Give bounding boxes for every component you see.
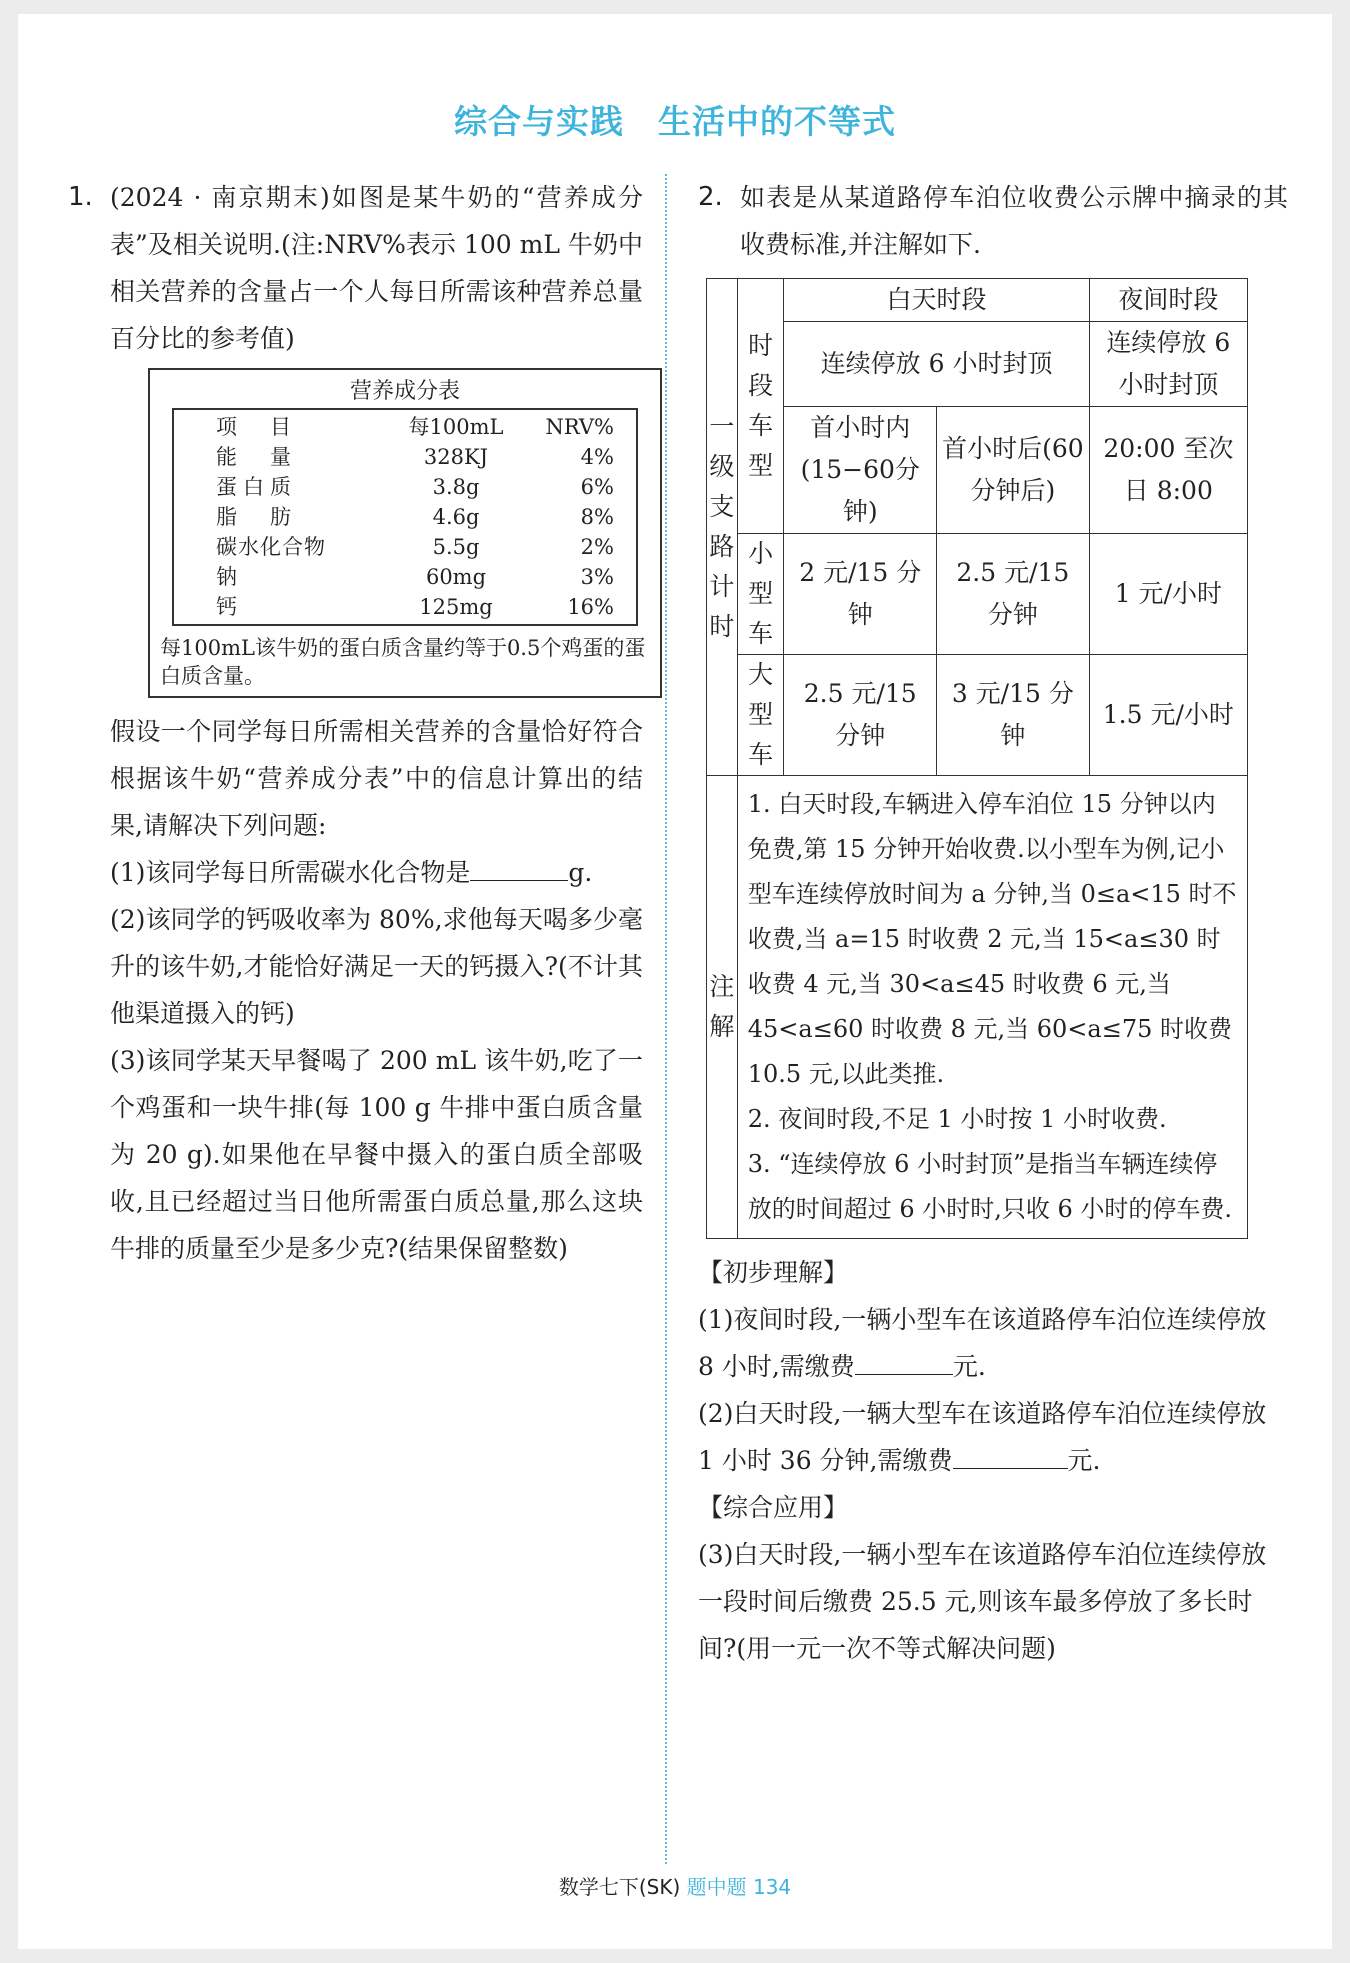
day-cap-rule: 连续停放 6 小时封顶 <box>784 322 1089 407</box>
column-divider <box>665 174 667 1864</box>
nutrient-amount: 5.5g <box>432 535 480 559</box>
fee-note-2: 2. 夜间时段,不足 1 小时按 1 小时收费. <box>747 1105 1167 1133</box>
question-1-stem: (2024 · 南京期末)如图是某牛奶的“营养成分表”及相关说明.(注:NRV%表示 100 mL 牛奶中相关营养的含量占一个人每日所需该种营养总量百分比的参考值) <box>110 183 643 353</box>
section-preliminary: 【初步理解】 <box>698 1258 849 1287</box>
nutrition-header-item: 项 目 <box>216 415 297 439</box>
part-1-text: (1)夜间时段,一辆小型车在该道路停车泊位连续停放 8 小时,需缴费 <box>698 1305 1267 1381</box>
fee-note-1: 1. 白天时段,车辆进入停车泊位 15 分钟以内免费,第 15 分钟开始收费.以小型车为例,记小型车连续停放时间为 a 分钟,当 0≤a<15 时不收费,当 a=15 时收费 2 元,当 15<a≤30 时收费 4 元,当 30<a≤45 时收费 6 元,当 45<a≤60 时收费 8 元,当 60<a≤75 时收费 10.5 元,以此类推. <box>747 790 1237 1088</box>
nutrition-header-row <box>180 412 630 442</box>
nutrition-table-title: 营养成分表 <box>349 379 460 404</box>
section-label: 题中题 <box>686 1875 747 1899</box>
nutrient-amount: 328KJ <box>423 445 489 469</box>
nutrient-nrv: 4% <box>580 445 614 469</box>
nutrient-nrv: 6% <box>580 475 614 499</box>
night-cap-rule: 连续停放 6 小时封顶 <box>1089 322 1247 407</box>
nutrient-amount: 60mg <box>425 565 487 589</box>
fee-notes <box>737 776 1247 1239</box>
nutrient-nrv: 2% <box>580 535 614 559</box>
time-type-label: 时段车型 <box>737 279 784 534</box>
small-car-night-fee: 1 元/小时 <box>1089 534 1247 655</box>
page-title: 综合与实践 生活中的不等式 <box>454 102 896 141</box>
nutrient-amount: 3.8g <box>432 475 480 499</box>
nutrient-nrv: 3% <box>580 565 614 589</box>
nutrient-amount: 4.6g <box>432 505 480 529</box>
nutrient-name: 钠 <box>216 565 243 589</box>
nutrient-nrv: 16% <box>567 595 614 619</box>
question-2-part-1 <box>698 1296 1288 1390</box>
nutrient-name: 碳水化合物 <box>216 535 326 559</box>
question-1-part-2: (2)该同学的钙吸收率为 80%,求他每天喝多少毫升的该牛奶,才能恰好满足一天的钙摄入?(不计其他渠道摄入的钙) <box>110 905 643 1028</box>
nutrition-table <box>172 408 638 626</box>
nutrient-name: 脂 肪 <box>216 505 297 529</box>
question-2-stem: 如表是从某道路停车泊位收费公示牌中摘录的其收费标准,并注解如下. <box>740 183 1288 259</box>
nutrition-row <box>180 442 630 472</box>
worksheet-page <box>18 14 1332 1949</box>
nutrient-nrv: 8% <box>580 505 614 529</box>
answer-blank[interactable] <box>855 1348 953 1375</box>
large-car-after-hour-fee: 3 元/15 分钟 <box>937 655 1090 776</box>
parking-fee-table <box>706 278 1248 1239</box>
page-number: 134 <box>752 1875 792 1899</box>
nutrient-name: 蛋白质 <box>216 475 297 499</box>
notes-label: 注解 <box>707 776 738 1239</box>
question-2 <box>698 174 1288 1672</box>
part-1-unit: 元. <box>952 1352 986 1381</box>
fee-note-3: 3. “连续停放 6 小时封顶”是指当车辆连续停放的时间超过 6 小时时,只收 6 小时的停车费. <box>747 1150 1233 1223</box>
nutrition-row <box>180 472 630 502</box>
question-1-intro: 假设一个同学每日所需相关营养的含量恰好符合根据该牛奶“营养成分表”中的信息计算出的结果,请解决下列问题: <box>110 717 643 840</box>
section-application: 【综合应用】 <box>698 1493 849 1522</box>
day-period-header: 白天时段 <box>784 279 1089 322</box>
nutrition-header-nrv: NRV% <box>545 415 614 439</box>
small-car-first-hour-fee: 2 元/15 分钟 <box>784 534 937 655</box>
large-car-label: 大型车 <box>737 655 784 776</box>
question-1-number: 1. <box>68 182 93 212</box>
question-1-part-3: (3)该同学某天早餐喝了 200 mL 该牛奶,吃了一个鸡蛋和一块牛排(每 100 g 牛排中蛋白质含量为 20 g).如果他在早餐中摄入的蛋白质全部吸收,且已经超过当日他所需蛋白质总量,那么这块牛排的质量至少是多少克?(结果保留整数) <box>110 1046 643 1263</box>
question-2-number: 2. <box>698 182 723 212</box>
page-footer <box>18 1871 1332 1900</box>
nutrition-row <box>180 502 630 532</box>
nutrition-row <box>180 532 630 562</box>
nutrition-row <box>180 592 630 622</box>
question-1-part-1 <box>110 849 643 896</box>
nutrient-amount: 125mg <box>419 595 493 619</box>
part-1-unit: g. <box>568 858 593 887</box>
nutrition-row <box>180 562 630 592</box>
large-car-night-fee: 1.5 元/小时 <box>1089 655 1247 776</box>
nutrition-facts-box <box>148 368 662 698</box>
after-hour-header: 首小时后(60 分钟后) <box>937 407 1090 534</box>
small-car-label: 小型车 <box>737 534 784 655</box>
road-level-label: 一级支路计时 <box>707 279 738 776</box>
nutrition-note: 每100mL该牛奶的蛋白质含量约等于0.5个鸡蛋的蛋白质含量。 <box>160 636 646 688</box>
small-car-after-hour-fee: 2.5 元/15 分钟 <box>937 534 1090 655</box>
part-2-text: (2)白天时段,一辆大型车在该道路停车泊位连续停放 1 小时 36 分钟,需缴费 <box>698 1399 1267 1475</box>
night-period-header: 夜间时段 <box>1089 279 1247 322</box>
part-2-unit: 元. <box>1067 1446 1101 1475</box>
answer-blank[interactable] <box>470 854 568 881</box>
night-time-range: 20:00 至次日 8:00 <box>1089 407 1247 534</box>
part-1-text: (1)该同学每日所需碳水化合物是 <box>110 858 471 887</box>
nutrition-header-per100: 每100mL <box>408 415 504 439</box>
question-2-part-3: (3)白天时段,一辆小型车在该道路停车泊位连续停放一段时间后缴费 25.5 元,则该车最多停放了多长时间?(用一元一次不等式解决问题) <box>698 1540 1267 1663</box>
book-label: 数学七下(SK) <box>558 1875 681 1899</box>
nutrient-name: 钙 <box>216 595 243 619</box>
answer-blank[interactable] <box>953 1442 1068 1469</box>
nutrient-name: 能 量 <box>216 445 297 469</box>
question-2-part-2 <box>698 1390 1288 1484</box>
large-car-first-hour-fee: 2.5 元/15 分钟 <box>784 655 937 776</box>
question-1 <box>68 174 646 1272</box>
first-hour-header: 首小时内(15−60分钟) <box>784 407 937 534</box>
